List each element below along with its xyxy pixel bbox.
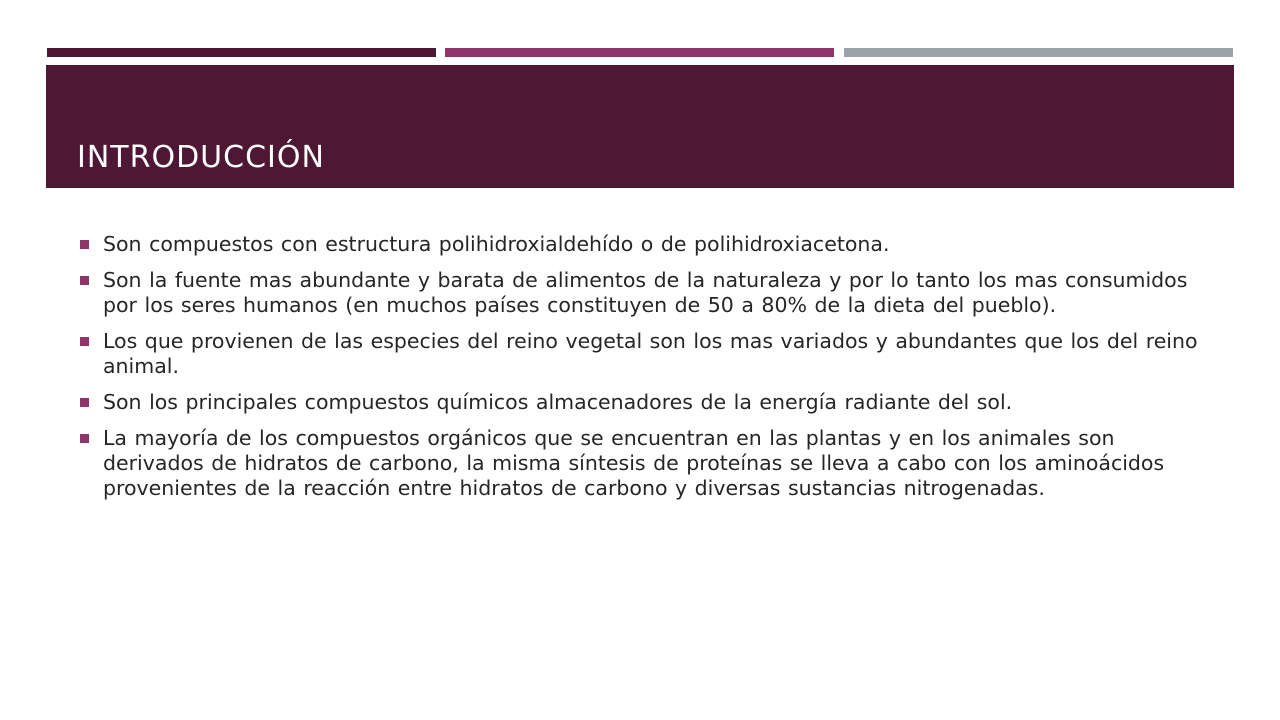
bullet-item bbox=[78, 390, 1218, 415]
bullet-text: La mayoría de los compuestos orgánicos que se encuentran en las plantas y en los animales son derivados de hidratos de carbono, la misma síntesis de proteínas se lleva a cabo con los aminoácidos provenientes de la reacción entre hidratos de carbono y diversas sustancias nitrogenadas. bbox=[103, 426, 1165, 500]
bullet-list bbox=[78, 232, 1218, 512]
bullet-item bbox=[78, 329, 1218, 379]
bullet-item bbox=[78, 426, 1218, 501]
square-bullet-icon bbox=[80, 240, 89, 249]
bullet-text: Son compuestos con estructura polihidroxialdehído o de polihidroxiacetona. bbox=[103, 232, 890, 256]
accent-bar-magenta bbox=[445, 48, 834, 57]
bullet-text: Los que provienen de las especies del reino vegetal son los mas variados y abundantes que los del reino animal. bbox=[103, 329, 1198, 378]
square-bullet-icon bbox=[80, 434, 89, 443]
title-band bbox=[46, 65, 1234, 188]
square-bullet-icon bbox=[80, 398, 89, 407]
bullet-text: Son los principales compuestos químicos almacenadores de la energía radiante del sol. bbox=[103, 390, 1013, 414]
accent-bar-gray bbox=[844, 48, 1233, 57]
bullet-item bbox=[78, 268, 1218, 318]
slide-title: INTRODUCCIÓN bbox=[77, 140, 325, 175]
square-bullet-icon bbox=[80, 337, 89, 346]
bullet-text: Son la fuente mas abundante y barata de alimentos de la naturaleza y por lo tanto los mas consumidos por los seres humanos (en muchos países constituyen de 50 a 80% de la dieta del pueblo). bbox=[103, 268, 1188, 317]
accent-bar-dark bbox=[47, 48, 436, 57]
square-bullet-icon bbox=[80, 276, 89, 285]
bullet-item bbox=[78, 232, 1218, 257]
